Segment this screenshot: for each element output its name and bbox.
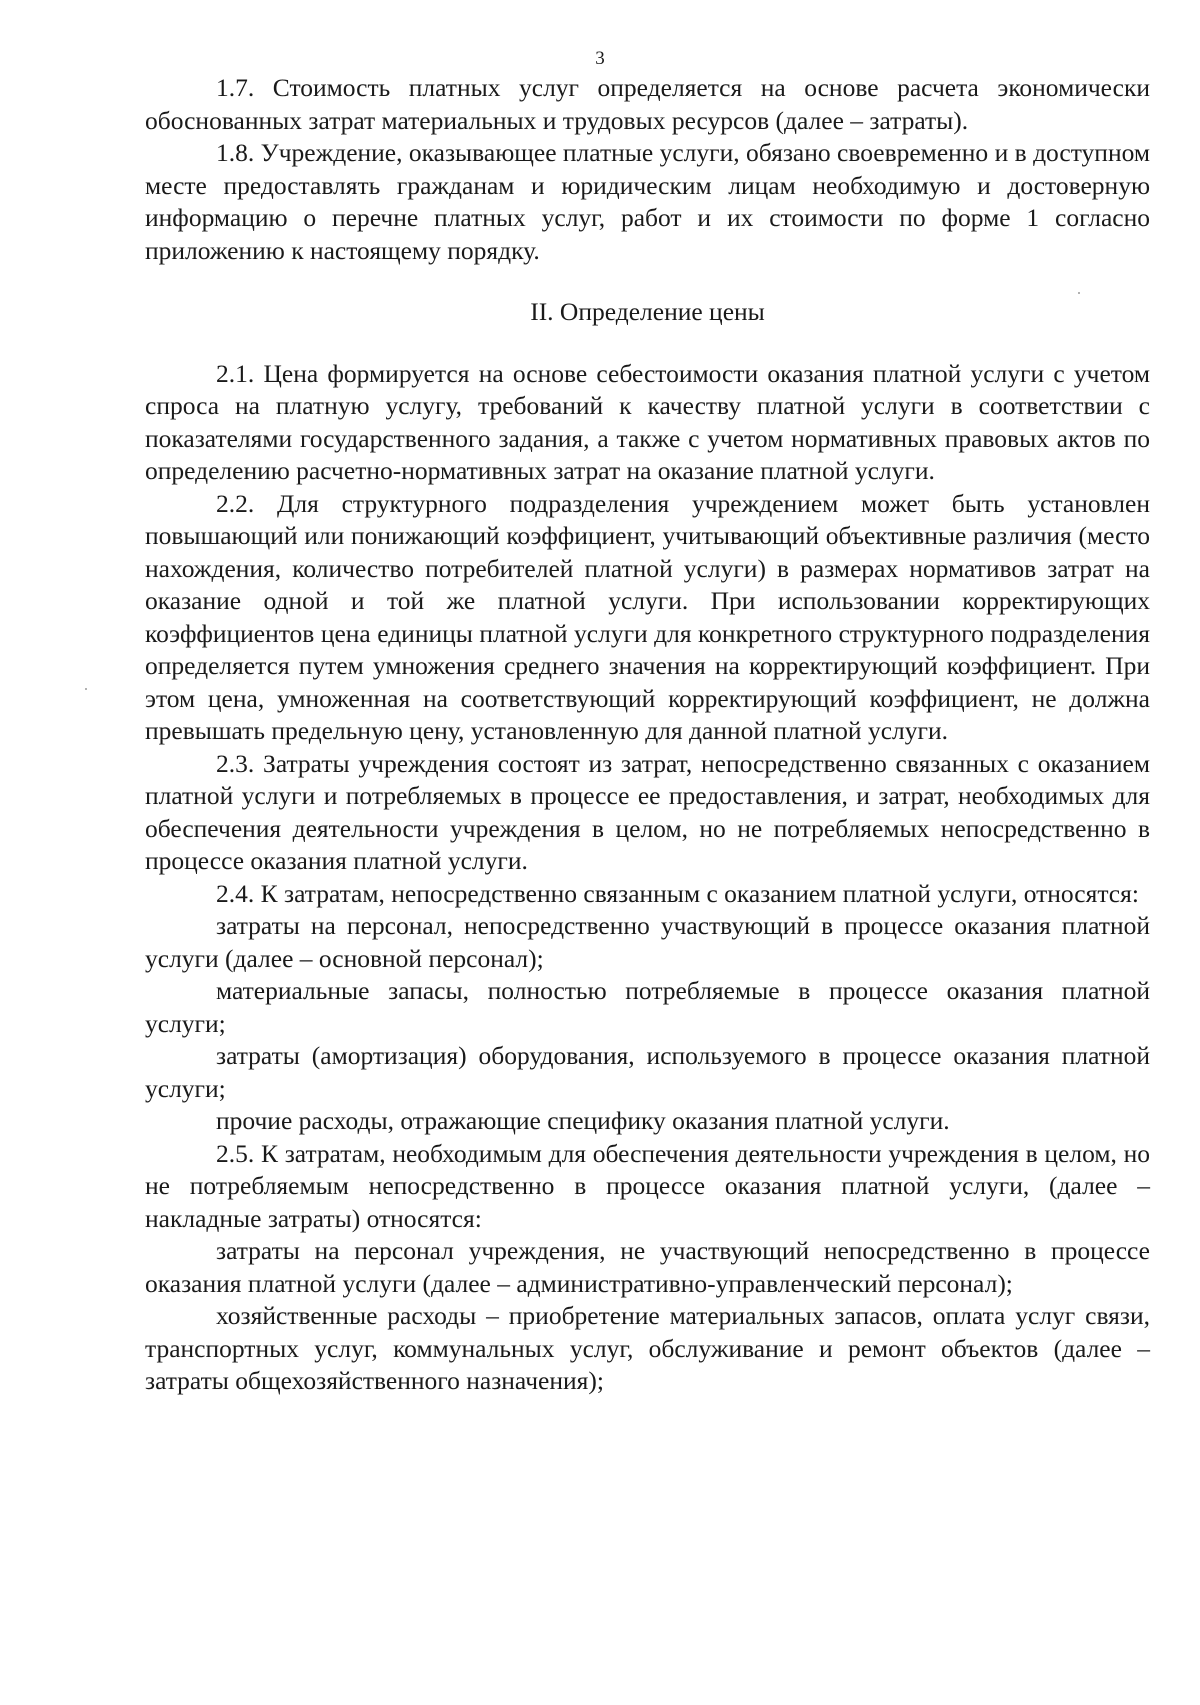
- paragraph-2-2: 2.2. Для структурного подразделения учреждением может быть установлен повышающий или понижающий коэффициент, учитывающий объективные различия (место нахождения, количество потребителей платной услуги) в размерах нормативов затрат на оказание одной и той же платной услуги. При использовании корректирующих коэффициентов цена единицы платной услуги для конкретного структурного подразделения определяется путем умножения среднего значения на корректирующий коэффициент. При этом цена, умноженная на соответствующий корректирующий коэффициент, не должна превышать предельную цену, установленную для данной платной услуги.: [145, 488, 1150, 745]
- scan-speck: [85, 688, 87, 690]
- list-item-main-staff: затраты на персонал, непосредственно участвующий в процессе оказания платной услуги (далее – основной персонал);: [145, 911, 1150, 973]
- page-number: 3: [595, 48, 605, 69]
- scan-speck: [1078, 292, 1080, 294]
- list-item-materials: материальные запасы, полностью потребляемые в процессе оказания платной услуги;: [145, 976, 1150, 1038]
- paragraph-2-4: 2.4. К затратам, непосредственно связанным с оказанием платной услуги, относятся:: [216, 878, 1139, 908]
- paragraph-2-1: 2.1. Цена формируется на основе себестоимости оказания платной услуги с учетом спроса на платную услугу, требований к качеству платной услуги в соответствии с показателями государственного задания, а также с учетом нормативных правовых актов по определению расчетно-нормативных затрат на оказание платной услуги.: [145, 358, 1150, 485]
- paragraph-2-5: 2.5. К затратам, необходимым для обеспечения деятельности учреждения в целом, но не потребляемым непосредственно в процессе оказания платной услуги, (далее – накладные затраты) относятся:: [145, 1138, 1150, 1233]
- list-item-admin-staff: затраты на персонал учреждения, не участвующий непосредственно в процессе оказания платной услуги (далее – административно-управленческий персонал);: [145, 1236, 1150, 1298]
- list-item-household-expenses: хозяйственные расходы – приобретение материальных запасов, оплата услуг связи, транспортных услуг, коммунальных услуг, обслуживание и ремонт объектов (далее – затраты общехозяйственного назначения);: [145, 1301, 1150, 1395]
- paragraph-1-7: 1.7. Стоимость платных услуг определяется на основе расчета экономически обоснованных затрат материальных и трудовых ресурсов (далее – затраты).: [145, 73, 1150, 135]
- paragraph-1-8: 1.8. Учреждение, оказывающее платные услуги, обязано своевременно и в доступном месте предоставлять гражданам и юридическим лицам необходимую и достоверную информацию о перечне платных услуг, работ и их стоимости по форме 1 согласно приложению к настоящему порядку.: [145, 138, 1150, 265]
- section-heading: II. Определение цены: [530, 297, 765, 326]
- document-body: [145, 72, 1150, 1398]
- list-item-other-expenses: прочие расходы, отражающие специфику оказания платной услуги.: [216, 1106, 950, 1135]
- paragraph-2-3: 2.3. Затраты учреждения состоят из затрат, непосредственно связанных с оказанием платной услуги и потребляемых в процессе ее предоставления, и затрат, необходимых для обеспечения деятельности учреждения в целом, но не потребляемых непосредственно в процессе оказания платной услуги.: [145, 748, 1150, 875]
- list-item-equipment: затраты (амортизация) оборудования, используемого в процессе оказания платной услуги;: [145, 1041, 1150, 1103]
